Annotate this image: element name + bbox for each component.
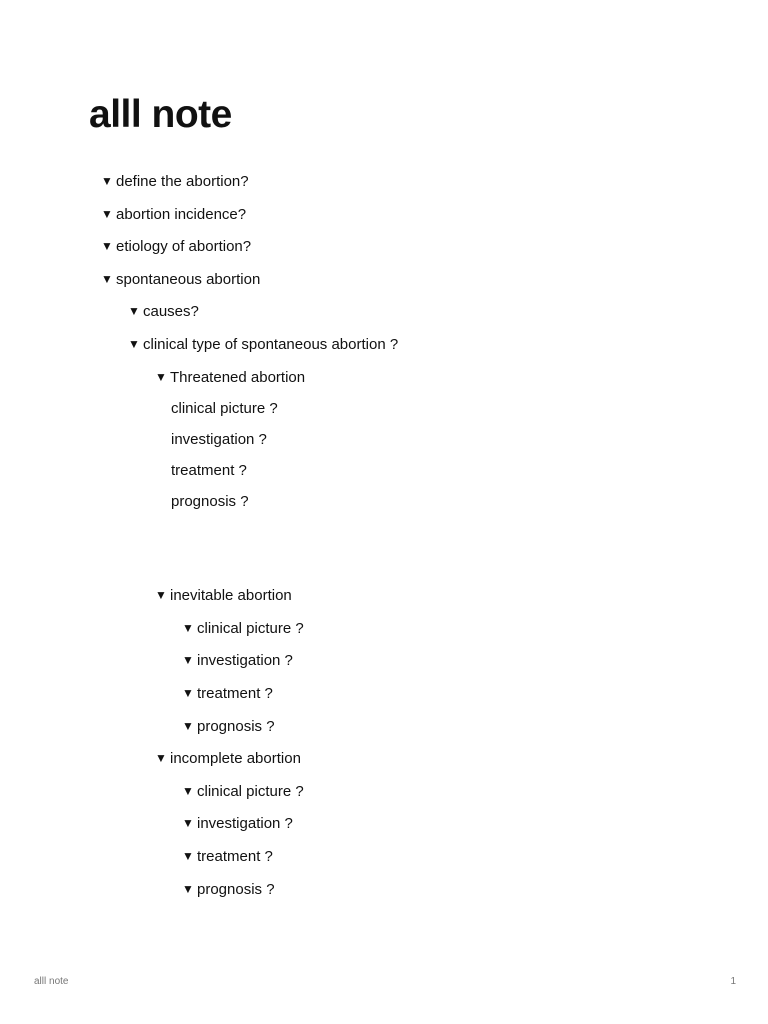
- toggle-label: incomplete abortion: [170, 750, 301, 767]
- toggle-triangle-icon[interactable]: ▼: [101, 207, 113, 221]
- toggle-triangle-icon[interactable]: ▼: [155, 370, 167, 384]
- footer-page-number: 1: [730, 976, 736, 987]
- toggle-item[interactable]: [182, 651, 293, 671]
- toggle-label: define the abortion?: [116, 173, 249, 190]
- footer-doc-name: alll note: [34, 976, 69, 987]
- toggle-inevitable-abortion[interactable]: [155, 586, 292, 606]
- toggle-label: clinical type of spontaneous abortion ?: [143, 336, 399, 353]
- toggle-triangle-icon[interactable]: ▼: [101, 239, 113, 253]
- toggle-label: clinical picture ?: [197, 620, 304, 637]
- toggle-label: inevitable abortion: [170, 587, 292, 604]
- toggle-triangle-icon[interactable]: ▼: [101, 174, 113, 188]
- toggle-label: clinical picture ?: [197, 783, 304, 800]
- toggle-threatened-abortion[interactable]: [155, 368, 305, 388]
- toggle-label: treatment ?: [197, 848, 273, 865]
- toggle-label: causes?: [143, 303, 199, 320]
- toggle-incomplete-abortion[interactable]: [155, 749, 301, 769]
- toggle-triangle-icon[interactable]: ▼: [128, 337, 140, 351]
- toggle-item[interactable]: [182, 847, 273, 867]
- toggle-label: Threatened abortion: [170, 369, 306, 386]
- toggle-triangle-icon[interactable]: ▼: [155, 588, 167, 602]
- toggle-label: spontaneous abortion: [116, 271, 261, 288]
- toggle-causes[interactable]: [128, 302, 199, 322]
- toggle-label: etiology of abortion?: [116, 238, 252, 255]
- toggle-triangle-icon[interactable]: ▼: [182, 849, 194, 863]
- toggle-triangle-icon[interactable]: ▼: [182, 686, 194, 700]
- toggle-triangle-icon[interactable]: ▼: [182, 882, 194, 896]
- toggle-label: prognosis ?: [197, 718, 275, 735]
- toggle-label: investigation ?: [197, 652, 293, 669]
- toggle-label: investigation ?: [197, 815, 293, 832]
- toggle-triangle-icon[interactable]: ▼: [182, 653, 194, 667]
- toggle-triangle-icon[interactable]: ▼: [128, 304, 140, 318]
- toggle-label: abortion incidence?: [116, 206, 247, 223]
- toggle-abortion-incidence[interactable]: [101, 205, 246, 225]
- toggle-item[interactable]: [182, 619, 304, 639]
- toggle-label: treatment ?: [197, 685, 273, 702]
- toggle-triangle-icon[interactable]: ▼: [182, 816, 194, 830]
- page-title: alll note: [89, 93, 232, 136]
- toggle-triangle-icon[interactable]: ▼: [182, 621, 194, 635]
- toggle-triangle-icon[interactable]: ▼: [182, 719, 194, 733]
- toggle-label: prognosis ?: [197, 881, 275, 898]
- toggle-spontaneous-abortion[interactable]: [101, 270, 260, 290]
- toggle-triangle-icon[interactable]: ▼: [182, 784, 194, 798]
- toggle-clinical-type[interactable]: [128, 335, 398, 355]
- toggle-etiology[interactable]: [101, 237, 251, 257]
- toggle-define-abortion[interactable]: [101, 172, 249, 192]
- text-line: investigation ?: [171, 431, 267, 448]
- toggle-item[interactable]: [182, 684, 273, 704]
- toggle-item[interactable]: [182, 880, 275, 900]
- toggle-item[interactable]: [182, 814, 293, 834]
- toggle-item[interactable]: [182, 717, 275, 737]
- text-line: prognosis ?: [171, 493, 249, 510]
- toggle-triangle-icon[interactable]: ▼: [155, 751, 167, 765]
- text-line: treatment ?: [171, 462, 247, 479]
- toggle-item[interactable]: [182, 782, 304, 802]
- text-line: clinical picture ?: [171, 400, 278, 417]
- toggle-triangle-icon[interactable]: ▼: [101, 272, 113, 286]
